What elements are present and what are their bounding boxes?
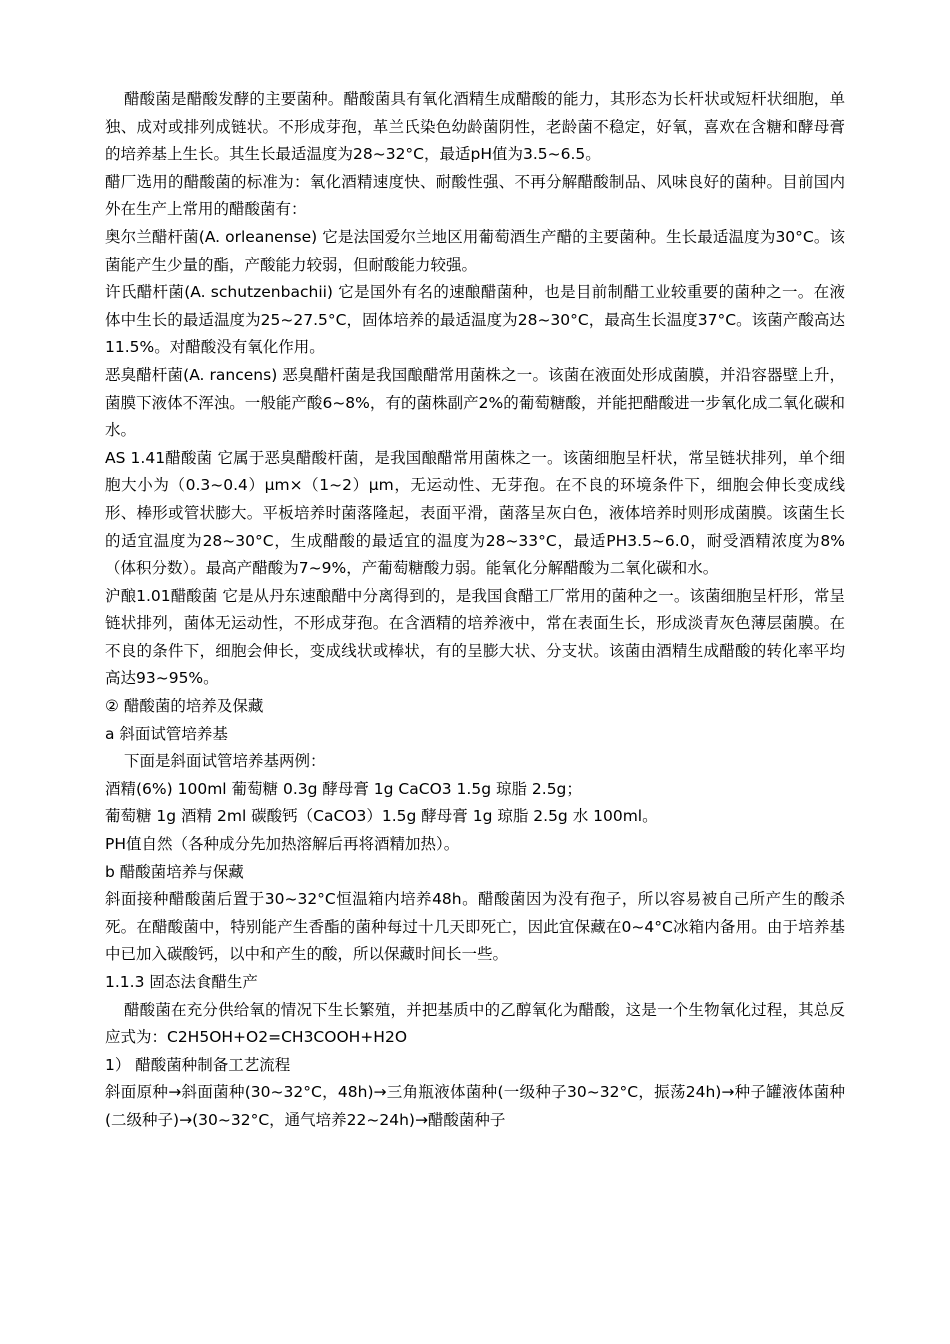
document-body: [105, 86, 845, 1135]
paragraph-culture-storage: 斜面接种醋酸菌后置于30~32°C恒温箱内培养48h。醋酸菌因为没有孢子，所以容易被自己所产生的酸杀死。在醋酸菌中，特别能产生香酯的菌种每过十几天即死亡，因此宜保藏在0~4°C冰箱内备用。由于培养基中已加入碳酸钙，以中和产生的酸，所以保藏时间长一些。: [105, 890, 845, 964]
heading-culture-storage-b: b 醋酸菌培养与保藏: [105, 862, 244, 881]
heading-slant-medium: a 斜面试管培养基: [105, 724, 228, 743]
recipe-line-2: 葡萄糖 1g 酒精 2ml 碳酸钙（CaCO3）1.5g 酵母膏 1g 琼脂 2.5g 水 100ml。: [105, 807, 658, 826]
paragraph-huniang-1-01: 沪酿1.01醋酸菌 它是从丹东速酿醋中分离得到的，是我国食醋工厂常用的菌种之一。该菌细胞呈杆形，常呈链状排列，菌体无运动性，不形成芽孢。在含酒精的培养液中，常在表面生长，形成淡青灰色薄层菌膜。在不良的条件下，细胞会伸长，变成线状或棒状，有的呈膨大状、分支状。该菌由酒精生成醋酸的转化率平均高达93~95%。: [105, 586, 845, 688]
paragraph-selection-criteria: 醋厂选用的醋酸菌的标准为：氧化酒精速度快、耐酸性强、不再分解醋酸制品、风味良好的菌种。目前国内外在生产上常用的醋酸菌有：: [105, 172, 845, 219]
heading-culture-and-storage: ② 醋酸菌的培养及保藏: [105, 697, 264, 716]
paragraph-process-flow: 斜面原种→斜面菌种(30~32°C，48h)→三角瓶液体菌种(一级种子30~32°C，振荡24h)→种子罐液体菌种(二级种子)→(30~32°C，通气培养22~24h)→醋酸菌种子: [105, 1083, 845, 1129]
paragraph-as-1-41: AS 1.41醋酸菌 它属于恶臭醋酸杆菌，是我国酿醋常用菌株之一。该菌细胞呈杆状，常呈链状排列，单个细胞大小为（0.3~0.4）μm×（1~2）μm，无运动性、无芽孢。在不良的环境条件下，细胞会伸长变成线形、棒形或管状膨大。平板培养时菌落隆起，表面平滑，菌落呈灰白色，液体培养时则形成菌膜。该菌生长的适宜温度为28~30°C，生成醋酸的最适宜的温度为28~33°C，最适PH3.5~6.0，耐受酒精浓度为8%（体积分数）。最高产醋酸为7~9%，产葡萄糖酸力弱。能氧化分解醋酸为二氧化碳和水。: [105, 448, 845, 578]
paragraph-a-rancens: 恶臭醋杆菌(A. rancens) 恶臭醋杆菌是我国酿醋常用菌株之一。该菌在液面处形成菌膜，并沿容器壁上升，菌膜下液体不浑浊。一般能产酸6~8%，有的菌株副产2%的葡萄糖酸，并能把醋酸进一步氧化成二氧化碳和水。: [105, 365, 845, 440]
recipe-ph-note: PH值自然（各种成分先加热溶解后再将酒精加热）。: [105, 835, 460, 854]
paragraph-a-schutzenbachii: 许氏醋杆菌(A. schutzenbachii) 它是国外有名的速酿醋菌种，也是目前制醋工业较重要的菌种之一。在液体中生长的最适温度为25~27.5°C，固体培养的最适温度为28~30°C，最高生长温度37°C。该菌产酸高达11.5%。对醋酸没有氧化作用。: [105, 283, 845, 357]
paragraph-a-orleanense: 奥尔兰醋杆菌(A. orleanense) 它是法国爱尔兰地区用葡萄酒生产醋的主要菌种。生长最适温度为30°C。该菌能产生少量的酯，产酸能力较弱，但耐酸能力较强。: [105, 227, 845, 274]
paragraph-reaction: 醋酸菌在充分供给氧的情况下生长繁殖，并把基质中的乙醇氧化为醋酸，这是一个生物氧化过程，其总反应式为：C2H5OH+O2=CH3COOH+H2O: [105, 1000, 845, 1047]
paragraph-slant-examples-intro: 下面是斜面试管培养基两例：: [124, 752, 326, 771]
paragraph-acetobacter-intro: 醋酸菌是醋酸发酵的主要菌种。醋酸菌具有氧化酒精生成醋酸的能力，其形态为长杆状或短杆状细胞，单独、成对或排列成链状。不形成芽孢，革兰氏染色幼龄菌阴性，老龄菌不稳定，好氧，喜欢在含糖和酵母膏的培养基上生长。其生长最适温度为28~32°C，最适pH值为3.5~6.5。: [105, 90, 845, 164]
heading-process-flow: 1） 醋酸菌种制备工艺流程: [105, 1055, 291, 1074]
recipe-line-1: 酒精(6%) 100ml 葡萄糖 0.3g 酵母膏 1g CaCO3 1.5g 琼脂 2.5g；: [105, 779, 582, 798]
heading-section-1-1-3: 1.1.3 固态法食醋生产: [105, 973, 258, 991]
